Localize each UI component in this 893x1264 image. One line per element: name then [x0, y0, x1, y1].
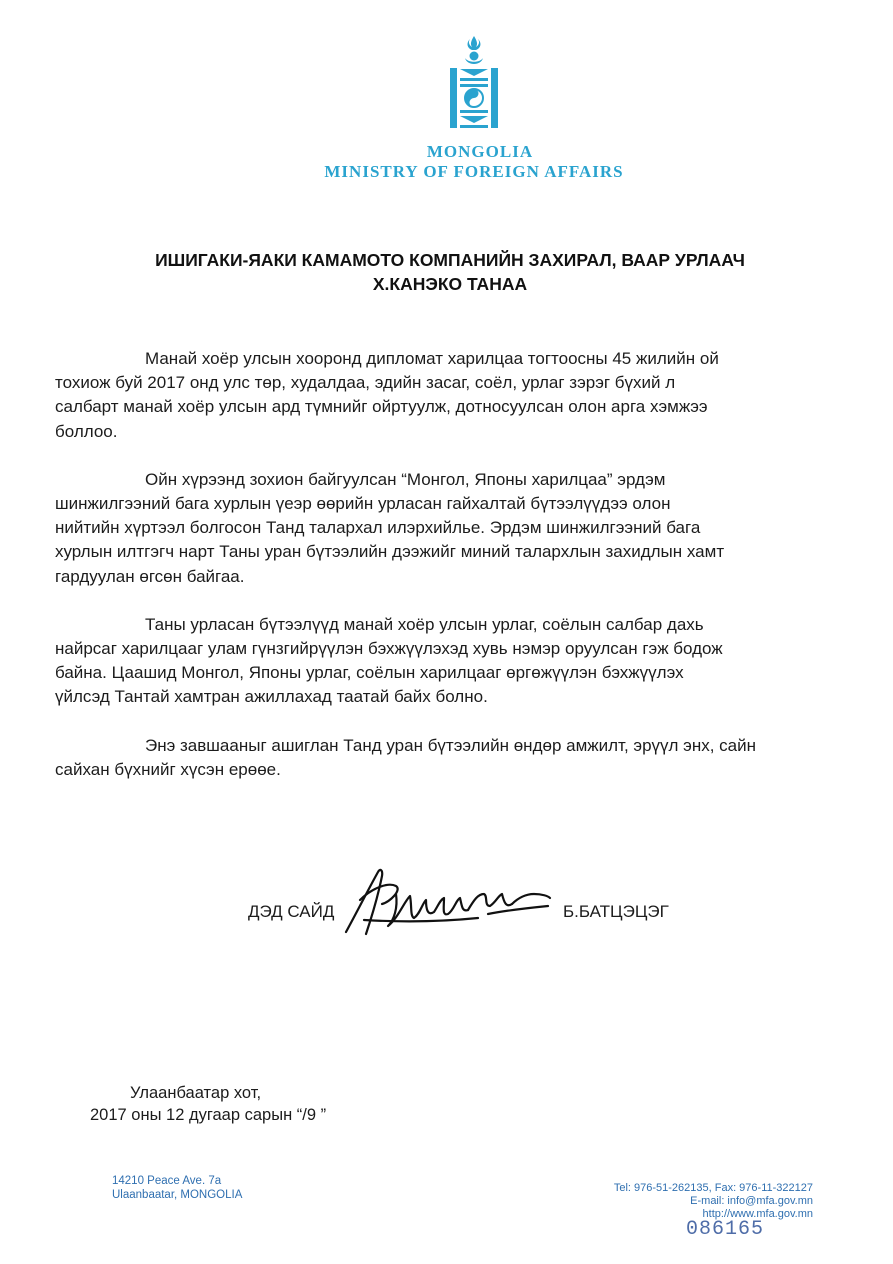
- body-line: найрсаг харилцааг улам гүнзгийрүүлэн бэхжүүлэхэд хувь нэмэр оруулсан гэж бодож: [55, 639, 723, 659]
- place-of-issue: Улаанбаатар хот,: [130, 1084, 262, 1102]
- address-line-1: 14210 Peace Ave. 7a: [112, 1175, 222, 1187]
- letter-title: [60, 248, 840, 296]
- title-line-2: Х.КАНЭКО ТАНАА: [372, 274, 528, 294]
- signatory-name: Б.БАТЦЭЦЭГ: [563, 902, 669, 921]
- body-line: сайхан бүхнийг хүсэн ерөөе.: [55, 759, 281, 779]
- letterhead-country: MONGOLIA: [426, 142, 534, 161]
- body-line: байна. Цаашид Монгол, Японы урлаг, соёлын харилцааг өргөжүүлэн бэхжүүлэх: [55, 663, 684, 683]
- contact-email: E-mail: info@mfa.gov.mn: [690, 1195, 813, 1207]
- soyombo-icon: [446, 36, 502, 130]
- body-line: тохиож буй 2017 онд улс төр, худалдаа, эдийн засаг, соёл, урлаг зэрэг бүхий л: [55, 373, 676, 393]
- body-line: Энэ завшааныг ашиглан Танд уран бүтээлийн өндөр амжилт, эрүүл энх, сайн: [145, 735, 757, 755]
- issue-date: 2017 оны 12 дугаар сарын “/9 ”: [90, 1106, 327, 1124]
- body-line: үйлсэд Тантай хамтран ажиллахад таатай байх болно.: [55, 687, 488, 707]
- contact-website: http://www.mfa.gov.mn: [702, 1208, 813, 1220]
- body-paragraph: [55, 468, 805, 589]
- body-line: нийтийн хүртээл болгосон Танд талархал илэрхийлье. Эрдэм шинжилгээний бага: [55, 518, 701, 538]
- body-paragraph: [55, 734, 805, 782]
- title-line-1: ИШИГАКИ-ЯАКИ КАМАМОТО КОМПАНИЙН ЗАХИРАЛ, ВААР УРЛААЧ: [155, 250, 745, 270]
- body-line: Манай хоёр улсын хооронд дипломат харилцаа тогтоосны 45 жилийн ой: [145, 349, 719, 368]
- body-paragraph: [55, 347, 805, 444]
- handwritten-signature: [338, 860, 552, 940]
- body-line: салбарт манай хоёр улсын ард түмнийг ойртуулж, дотносуулсан олон арга хэмжээ: [55, 397, 708, 417]
- footer-address: [112, 1174, 242, 1202]
- letter-body: [55, 347, 805, 806]
- address-line-2: Ulaanbaatar, MONGOLIA: [112, 1189, 243, 1201]
- body-line: гардуулан өгсөн байгаа.: [55, 566, 245, 586]
- footer-contact: [614, 1182, 813, 1221]
- letterhead-ministry: MINISTRY OF FOREIGN AFFAIRS: [324, 162, 624, 181]
- body-line: хурлын илтгэгч нарт Таны уран бүтээлийн дээжийг миний талархлын захидлын хамт: [55, 542, 725, 562]
- serial-number: 086165: [686, 1218, 765, 1241]
- body-line: шинжилгээний бага хурлын үеэр өөрийн урласан гайхалтай бүтээлүүдээ олон: [55, 494, 671, 514]
- signatory-title: ДЭД САЙД: [248, 902, 335, 921]
- body-line: Таны урласан бүтээлүүд манай хоёр улсын урлаг, соёлын салбар дахь: [145, 614, 704, 634]
- contact-phone-fax: Tel: 976-51-262135, Fax: 976-11-322127: [613, 1182, 813, 1194]
- body-paragraph: [55, 613, 805, 710]
- body-line: Ойн хүрээнд зохион байгуулсан “Монгол, Японы харилцаа” эрдэм: [145, 469, 666, 489]
- body-line: боллоо.: [55, 421, 118, 441]
